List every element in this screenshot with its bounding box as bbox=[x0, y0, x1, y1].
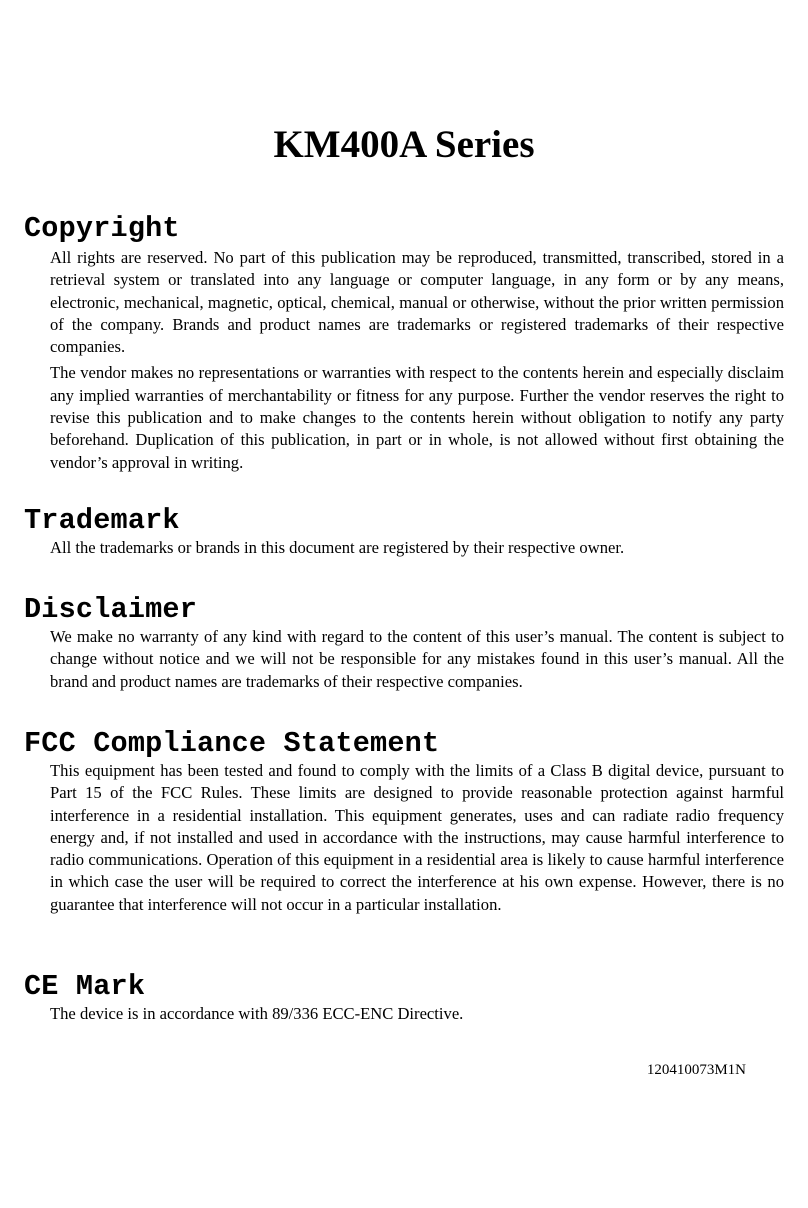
document-code: 120410073M1N bbox=[646, 1062, 746, 1078]
ce-mark-heading: CE Mark bbox=[24, 970, 146, 1003]
fcc-section bbox=[24, 728, 784, 916]
disclaimer-section bbox=[24, 594, 784, 693]
trademark-paragraph: All the trademarks or brands in this document are registered by their respective owner. bbox=[50, 538, 625, 557]
disclaimer-paragraph: We make no warranty of any kind with regard to the content of this user’s manual. The content is subject to change without notice and we will not be responsible for any mistakes found in this user’s manual. All the brand and product names are trademarks of their respective companies. bbox=[50, 627, 784, 691]
copyright-heading: Copyright bbox=[24, 212, 180, 245]
copyright-paragraph-vendor: The vendor makes no representations or warranties with respect to the contents herein and especially disclaim any implied warranties of merchantability or fitness for any purpose. Further the vendor reserves the right to revise this publication and to make changes to the contents herein without obligation to notify any party beforehand. Duplication of this publication, in part or in whole, is not allowed without first obtaining the vendor’s approval in writing. bbox=[50, 363, 784, 472]
fcc-heading: FCC Compliance Statement bbox=[24, 727, 440, 760]
copyright-paragraph-rights: All rights are reserved. No part of this publication may be reproduced, transmitted, transcribed, stored in a retrieval system or translated into any language or computer language, in any form or by any means, electronic, mechanical, magnetic, optical, chemical, manual or otherwise, without the prior written permission of the company. Brands and product names are trademarks or registered trademarks of their respective companies. bbox=[50, 248, 784, 357]
copyright-section bbox=[24, 213, 784, 474]
ce-mark-section bbox=[24, 971, 784, 1025]
trademark-section bbox=[24, 505, 784, 559]
page-title: KM400A Series bbox=[273, 123, 535, 166]
trademark-heading: Trademark bbox=[24, 504, 180, 537]
ce-mark-paragraph: The device is in accordance with 89/336 ECC-ENC Directive. bbox=[50, 1004, 464, 1023]
disclaimer-heading: Disclaimer bbox=[24, 593, 198, 626]
fcc-paragraph: This equipment has been tested and found to comply with the limits of a Class B digital device, pursuant to Part 15 of the FCC Rules. These limits are designed to provide reasonable protection against harmful interference in a residential installation. This equipment generates, uses and can radiate radio frequency energy and, if not installed and used in accordance with the instructions, may cause harmful interference to radio communications. Operation of this equipment in a residential area is likely to cause harmful interference in which case the user will be required to correct the interference at his own expense. However, there is no guarantee that interference will not occur in a particular installation. bbox=[50, 761, 784, 914]
